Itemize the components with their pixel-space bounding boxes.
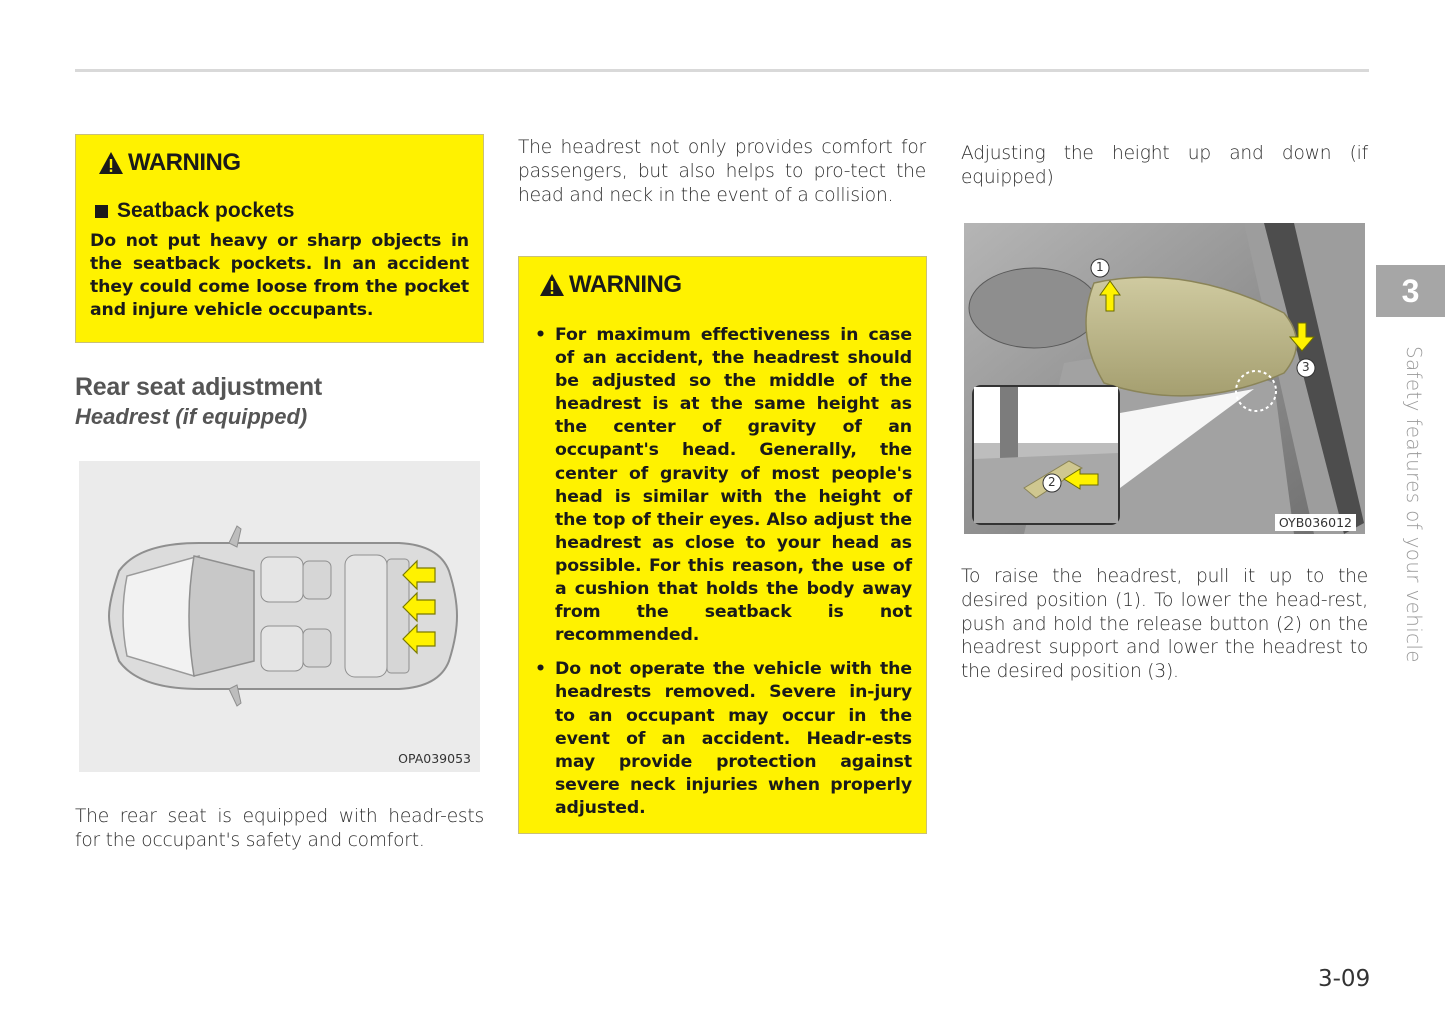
figure-code: OYB036012: [1275, 514, 1356, 531]
callout-2: 2: [1048, 475, 1056, 489]
rear-seat-paragraph: The rear seat is equipped with headr-ests for the occupant's safety and comfort.: [75, 806, 484, 851]
warning-heading: WARNING: [539, 271, 912, 299]
chapter-number-tab: 3: [1376, 265, 1445, 317]
headrest-illustration: [964, 223, 1365, 534]
warning-bullet: • For maximum effectiveness in case of an accident, the headrest should be adjusted so the middle of the headrest is at the same height as the center of gravity of an occupant's head. Generally, the center of gravity of most people's head is similar with the height of the top of their eyes. Also adjust the headrest as close to your head as possible. For this reason, the use of a cushion that holds the body away from the seatback is not recommended.: [533, 324, 912, 647]
page-number: 3-09: [1318, 966, 1371, 992]
adjusting-height-heading: Adjusting the height up and down (if equipped): [961, 143, 1368, 188]
warning-subheading: Seatback pockets: [95, 199, 469, 223]
car-top-view-figure: [79, 461, 480, 772]
top-rule: [75, 69, 1369, 72]
warning-box-headrest: [518, 256, 927, 834]
section-title: Rear seat adjustment: [75, 373, 322, 401]
headrest-adjust-figure: [964, 223, 1365, 534]
warning-text: Do not put heavy or sharp objects in the seatback pockets. In an accident they could come loose from the pocket and injure vehicle occupants.: [90, 231, 469, 321]
section-subtitle: Headrest (if equipped): [75, 404, 308, 429]
black-square-icon: [95, 205, 108, 218]
warning-triangle-icon: [98, 151, 124, 175]
headrest-intro-paragraph: The headrest not only provides comfort for passengers, but also helps to pro-tect the head and neck in the event of a collision.: [518, 137, 926, 206]
warning-heading: WARNING: [98, 149, 469, 177]
car-top-view-illustration: [79, 461, 480, 772]
warning-bullet: • Do not operate the vehicle with the headrests removed. Severe in-jury to an occupant may occur in the event of an accident. Headr-ests may provide protection against severe neck injuries when properly adjusted.: [533, 658, 912, 820]
adjusting-height-paragraph: To raise the headrest, pull it up to the desired position (1). To lower the head-rest, push and hold the release button (2) on the headrest support and lower the headrest to the desired position (3).: [961, 566, 1368, 683]
figure-code: OPA039053: [398, 751, 471, 766]
chapter-title: Safety features of your vehicle: [1402, 346, 1426, 663]
warning-triangle-icon: [539, 273, 565, 297]
callout-3: 3: [1302, 360, 1310, 374]
warning-bullet-list: [533, 324, 912, 820]
warning-box-seatback-pockets: [75, 134, 484, 343]
callout-1: 1: [1096, 260, 1104, 274]
